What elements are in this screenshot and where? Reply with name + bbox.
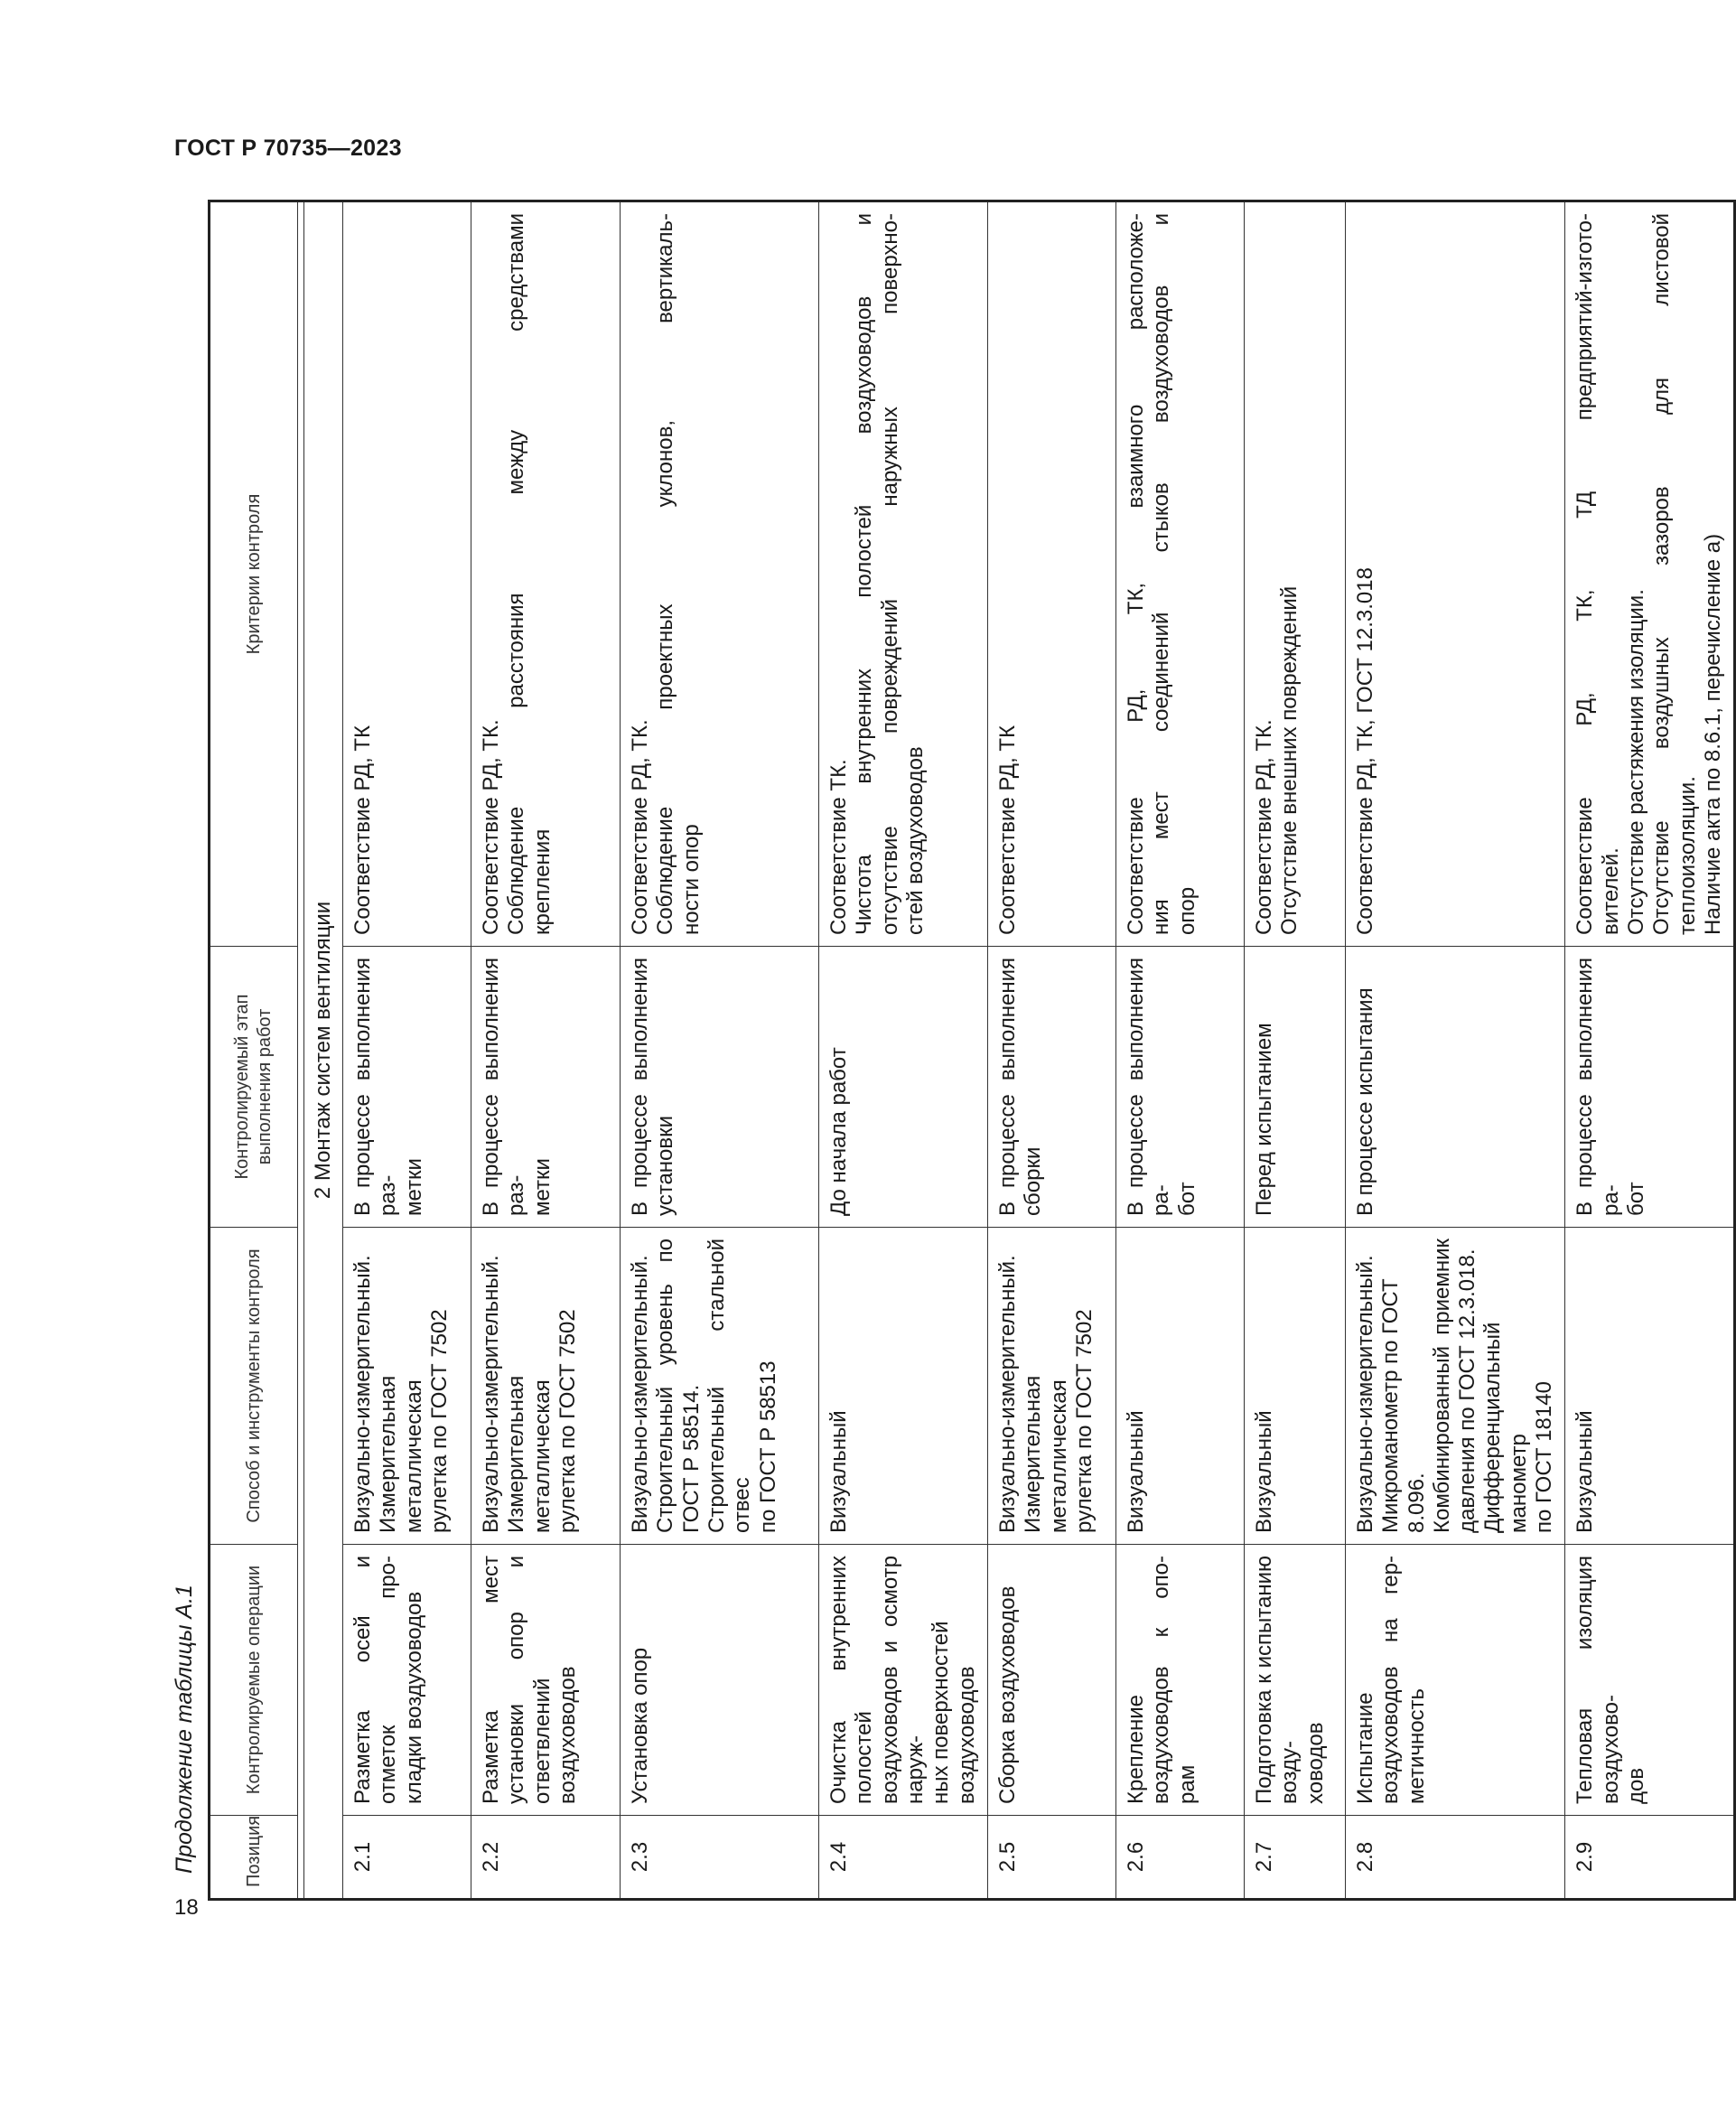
cell-line: по ГОСТ Р 58513 (755, 1360, 780, 1533)
cell-line: бот (1174, 1182, 1199, 1216)
cell-line: Измерительная металлическая (1021, 1375, 1071, 1533)
cell-line: кладки воздуховодов (401, 1591, 426, 1804)
cell-line: ности опор (678, 824, 704, 935)
table-row (1565, 201, 1735, 1900)
stage-cell (1244, 947, 1345, 1228)
cell-line: Визуально-измерительный. (628, 1255, 652, 1533)
cell-line: ГОСТ Р 58514. (678, 1384, 704, 1533)
method-cell (621, 1228, 819, 1545)
cell-line: Визуальный (1251, 1410, 1276, 1533)
position-cell: 2.3 (621, 1816, 819, 1900)
cell-line: Визуально-измерительный. (1352, 1255, 1377, 1533)
cell-line: Перед испытанием (1251, 1023, 1276, 1216)
stage-cell (343, 947, 471, 1228)
table-caption: Продолжение таблицы А.1 (172, 1585, 197, 1874)
cell-line: ответвлений воздуховодов (529, 1666, 580, 1804)
cell-line: сборки (1021, 1146, 1046, 1216)
table-row (1345, 201, 1565, 1900)
cell-line: Визуально-измерительный. (994, 1255, 1020, 1533)
stage-cell (1345, 947, 1565, 1228)
position-cell: 2.5 (987, 1816, 1115, 1900)
cell-line: Крепление воздуховодов к опо- (1123, 1556, 1174, 1804)
criteria-cell (1565, 201, 1735, 947)
criteria-cell (819, 201, 988, 947)
table-row (621, 201, 819, 1900)
cell-line: До начала работ (826, 1047, 851, 1216)
cell-line: Визуальный (826, 1410, 851, 1533)
cell-line: установки (653, 1115, 678, 1216)
cell-line: Разметка осей и отметок про- (350, 1556, 401, 1804)
operation-cell (1345, 1545, 1565, 1816)
cell-line: В процессе выполнения ра- (1123, 958, 1174, 1216)
position-cell: 2.8 (1345, 1816, 1565, 1900)
cell-line: Визуально-измерительный. (350, 1255, 375, 1533)
cell-line: Установка опор (628, 1647, 652, 1804)
header-criteria: Критерии контроля (210, 201, 298, 947)
cell-line: Соблюдение расстояния между средствами (504, 213, 529, 935)
stage-cell (819, 947, 988, 1228)
cell-line: ния мест соединений стыков воздуховодов и (1149, 213, 1174, 935)
criteria-cell (987, 201, 1115, 947)
cell-line: ных поверхностей воздуховодов (929, 1621, 979, 1804)
cell-line: метичность (1404, 1688, 1429, 1804)
standard-header: ГОСТ Р 70735—2023 (174, 136, 402, 161)
method-cell (1565, 1228, 1735, 1545)
cell-line: В процессе выполнения (628, 958, 652, 1216)
cell-line: Микроманометр по ГОСТ 8.096. (1378, 1278, 1429, 1533)
cell-line: бот (1624, 1182, 1648, 1216)
cell-line: В процессе выполнения раз- (479, 958, 529, 1216)
cell-line: Чистота внутренних полостей воздуховодов и (852, 213, 877, 935)
page-number: 18 (174, 1895, 199, 1920)
cell-line: Строительный уровень по (653, 1239, 678, 1533)
method-cell (1345, 1228, 1565, 1545)
cell-line: отсутствие повреждений наружных поверхно- (877, 213, 902, 935)
cell-line: Отсутствие растяжения изоляции. (1624, 589, 1648, 935)
cell-line: стей воздуховодов (902, 746, 928, 935)
cell-line: Отсутствие воздушных зазоров для листовой (1649, 213, 1675, 935)
criteria-cell (1345, 201, 1565, 947)
header-position: Позиция (210, 1816, 298, 1900)
position-cell: 2.2 (471, 1816, 621, 1900)
cell-line: Соответствие РД, ТК, ТД предприятий-изгото- (1573, 213, 1598, 935)
cell-line: вителей. (1598, 847, 1623, 935)
criteria-cell (343, 201, 471, 947)
table-row (819, 201, 988, 1900)
cell-line: опор (1174, 886, 1199, 935)
table-header-row (210, 201, 298, 1900)
cell-line: Дифференциальный манометр (1480, 1322, 1531, 1533)
header-operations: Контролируемые операции (210, 1545, 298, 1816)
stage-cell (1115, 947, 1244, 1228)
method-cell (1244, 1228, 1345, 1545)
cell-line: Тепловая изоляция воздухово- (1573, 1556, 1623, 1804)
stage-cell (471, 947, 621, 1228)
position-cell: 2.4 (819, 1816, 988, 1900)
cell-line: крепления (529, 828, 555, 935)
cell-line: В процессе выполнения раз- (350, 958, 401, 1216)
cell-line: Соответствие РД, ТК, взаимного расположе- (1123, 213, 1148, 935)
cell-line: Отсутствие внешних повреждений (1277, 585, 1302, 935)
criteria-cell (621, 201, 819, 947)
cell-line: Сборка воздуховодов (994, 1585, 1020, 1804)
cell-line: Наличие акта по 8.6.1, перечисление а) (1700, 533, 1725, 935)
operation-cell (471, 1545, 621, 1816)
method-cell (987, 1228, 1115, 1545)
operation-cell (819, 1545, 988, 1816)
method-cell (471, 1228, 621, 1545)
position-cell: 2.1 (343, 1816, 471, 1900)
cell-line: рулетка по ГОСТ 7502 (426, 1309, 452, 1533)
criteria-cell (1244, 201, 1345, 947)
cell-line: Измерительная металлическая (504, 1375, 555, 1533)
section-row (304, 201, 343, 1900)
operation-cell (987, 1545, 1115, 1816)
cell-line: В процессе испытания (1352, 987, 1377, 1216)
position-cell: 2.6 (1115, 1816, 1244, 1900)
method-cell (819, 1228, 988, 1545)
cell-line: Соответствие РД, ТК. (628, 719, 652, 935)
cell-line: Визуально-измерительный. (479, 1255, 503, 1533)
cell-line: по ГОСТ 18140 (1532, 1381, 1557, 1533)
cell-line: В процессе выполнения (994, 958, 1020, 1216)
cell-line: Разметка мест установки опор и (479, 1556, 529, 1804)
table-row (1244, 201, 1345, 1900)
header-method: Способ и инструменты контроля (210, 1228, 298, 1545)
table-row (343, 201, 471, 1900)
cell-line: метки (401, 1158, 426, 1216)
stage-cell (621, 947, 819, 1228)
cell-line: рам (1174, 1764, 1199, 1804)
cell-line: метки (529, 1158, 555, 1216)
cell-line: теплоизоляции. (1675, 776, 1700, 935)
header-gap-row (298, 201, 304, 1900)
cell-line: Соблюдение проектных уклонов, вертикаль- (653, 213, 678, 935)
rotated-table-area (152, 166, 1725, 1910)
operation-cell (1565, 1545, 1735, 1816)
cell-line: Измерительная металлическая (376, 1375, 426, 1533)
cell-line: дов (1624, 1767, 1648, 1804)
cell-line: Подготовка к испытанию возду- (1251, 1556, 1302, 1804)
position-cell: 2.7 (1244, 1816, 1345, 1900)
cell-line: Соответствие РД, ТК, ГОСТ 12.3.018 (1352, 567, 1377, 935)
cell-line: Строительный стальной отвес (704, 1239, 755, 1533)
header-stage: Контролируемый этап выполнения работ (210, 947, 298, 1228)
cell-line: воздуховодов и осмотр наруж- (877, 1556, 928, 1804)
section-title: 2 Монтаж систем вентиляции (304, 201, 343, 1900)
cell-line: Соответствие РД, ТК (994, 725, 1020, 935)
cell-line: давления по ГОСТ 12.3.018. (1455, 1248, 1480, 1533)
cell-line: Соответствие РД, ТК. (479, 719, 503, 935)
cell-line: Испытание воздуховодов на гер- (1352, 1556, 1404, 1804)
cell-line: Соответствие РД, ТК (350, 725, 375, 935)
table-row (1115, 201, 1244, 1900)
operation-cell (1115, 1545, 1244, 1816)
stage-cell (987, 947, 1115, 1228)
cell-line: ховодов (1302, 1722, 1328, 1804)
criteria-cell (1115, 201, 1244, 947)
cell-line: Комбинированный приемник (1429, 1239, 1454, 1533)
method-cell (1115, 1228, 1244, 1545)
table-row (471, 201, 621, 1900)
cell-line: Очистка внутренних полостей (826, 1556, 877, 1804)
operation-cell (1244, 1545, 1345, 1816)
stage-cell (1565, 947, 1735, 1228)
control-table (208, 200, 1736, 1901)
operation-cell (343, 1545, 471, 1816)
cell-line: рулетка по ГОСТ 7502 (1071, 1309, 1097, 1533)
cell-line: Визуальный (1573, 1410, 1598, 1533)
cell-line: рулетка по ГОСТ 7502 (555, 1309, 580, 1533)
cell-line: Соответствие ТК. (826, 759, 851, 935)
cell-line: В процессе выполнения ра- (1573, 958, 1623, 1216)
operation-cell (621, 1545, 819, 1816)
header-gap-cell (298, 201, 304, 1900)
cell-line: Визуальный (1123, 1410, 1148, 1533)
cell-line: Соответствие РД, ТК. (1251, 719, 1276, 935)
method-cell (343, 1228, 471, 1545)
position-cell: 2.9 (1565, 1816, 1735, 1900)
table-row (987, 201, 1115, 1900)
criteria-cell (471, 201, 621, 947)
